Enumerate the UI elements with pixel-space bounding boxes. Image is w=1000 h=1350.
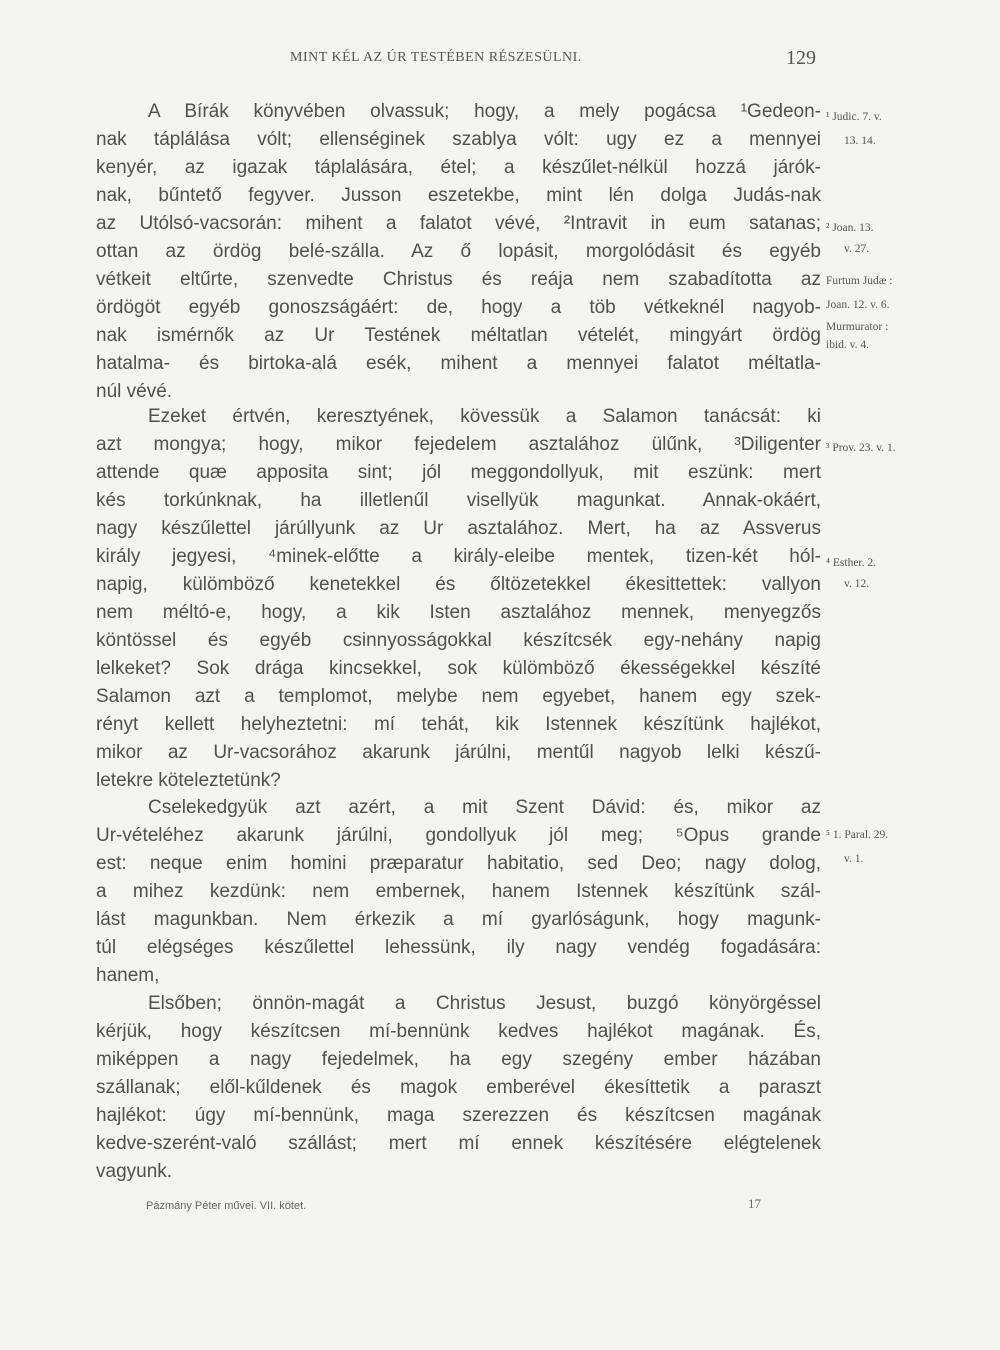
margin-note: ¹ Judic. 7. v.	[826, 111, 882, 123]
margin-note: Furtum Judæ :	[826, 275, 893, 287]
text-line: túl elégséges készűlettel lehessünk, ily nagy vendég fogadására:	[96, 937, 821, 958]
page-number: 129	[786, 47, 816, 69]
text-line: lelkeket? Sok drága kincsekkel, sok külömböző ékességekkel készíté	[96, 658, 821, 679]
margin-note: ⁵ 1. Paral. 29.	[826, 829, 889, 841]
text-line: szállanak; elől-kűldenek és magok emberével ékesíttetik a paraszt	[96, 1077, 821, 1098]
text-line: est: neque enim homini præparatur habitatio, sed Deo; nagy dolog,	[96, 853, 821, 874]
margin-note: ² Joan. 13.	[826, 222, 874, 234]
text-line: nak táplálása vólt; ellenséginek szablya vólt: ugy ez a mennyei	[96, 129, 821, 150]
text-line: napig, külömböző kenetekkel és őltözetekkel ékesittettek: vallyon	[96, 574, 821, 595]
margin-note: ³ Prov. 23. v. 1.	[826, 442, 896, 454]
text-line: Ezeket értvén, keresztyének, kövessük a Salamon tanácsát: ki	[148, 406, 821, 427]
text-line: nak ismérnők az Ur Testének méltatlan vételét, mingyárt ördög	[96, 325, 821, 346]
text-line: Ur-vételéhez akarunk járúlni, gondollyuk jól meg; ⁵Opus grande	[96, 825, 821, 846]
margin-note: v. 1.	[844, 853, 864, 865]
text-line: letekre köteleztetünk?	[96, 770, 281, 791]
text-line: kenyér, az igazak táplalására, étel; a készűlet-nélkül hozzá járók-	[96, 157, 821, 178]
margin-note: ⁴ Esther. 2.	[826, 557, 877, 569]
text-line: A Bírák könyvében olvassuk; hogy, a mely pogácsa ¹Gedeon-	[148, 101, 821, 122]
text-line: hatalma- és birtoka-alá esék, mihent a mennyei falatot méltatla-	[96, 353, 821, 374]
text-line: nak, bűntető fegyver. Jusson eszetekbe, mint lén dolga Judás-nak	[96, 185, 821, 206]
text-line: Cselekedgyük azt azért, a mit Szent Dávid: és, mikor az	[148, 797, 821, 818]
text-line: azt mongya; hogy, mikor fejedelem asztalához ülűnk, ³Diligenter	[96, 434, 821, 455]
text-line: király jegyesi, ⁴minek-előtte a király-eleibe mentek, tizen-két hól-	[96, 546, 821, 567]
footer-signature: 17	[748, 1196, 761, 1211]
text-line: nagy készűlettel járúllyunk az Ur asztalához. Mert, ha az Assverus	[96, 518, 821, 539]
text-line: núl vévé.	[96, 381, 173, 402]
text-line: kérjük, hogy készítcsen mí-bennünk kedves hajlékot magának. És,	[96, 1021, 821, 1042]
text-line: attende quæ apposita sint; jól meggondollyuk, mit eszünk: mert	[96, 462, 821, 483]
text-line: kedve-szerént-való szállást; mert mí ennek készítésére elégtelenek	[96, 1133, 821, 1154]
text-line: Salamon azt a templomot, melybe nem egyebet, hanem egy szek-	[96, 686, 821, 707]
text-line: az Utólsó-vacsorán: mihent a falatot vévé, ²Intravit in eum satanas;	[96, 213, 821, 234]
margin-note: Murmurator :	[826, 321, 889, 333]
text-line: Elsőben; önnön-magát a Christus Jesust, buzgó könyörgéssel	[148, 993, 821, 1014]
margin-note: ibid. v. 4.	[826, 339, 870, 351]
text-line: a mihez kezdünk: nem embernek, hanem Istennek készítünk szál-	[96, 881, 821, 902]
running-head: MINT KÉL AZ ÚR TESTÉBEN RÉSZESÜLNI.	[290, 50, 582, 65]
text-line: hajlékot: úgy mí-bennünk, maga szerezzen és készítcsen magának	[96, 1105, 821, 1126]
margin-note: Joan. 12. v. 6.	[826, 299, 890, 311]
footer-imprint: Pázmány Péter művei. VII. kötet.	[146, 1200, 307, 1212]
margin-note: v. 12.	[844, 578, 870, 590]
margin-note: 13. 14.	[844, 135, 876, 147]
text-line: rényt kellett helyheztetni: mí tehát, kik Istennek készítünk hajlékot,	[96, 714, 821, 735]
text-line: ottan az ördög belé-szálla. Az ő lopásit, morgolódásit és egyéb	[96, 241, 821, 262]
text-line: nem méltó-e, hogy, a kik Isten asztalához mennek, menyegzős	[96, 602, 821, 623]
text-line: hanem,	[96, 965, 160, 986]
text-line: mikor az Ur-vacsorához akarunk járúlni, mentűl nagyob lelki készű-	[96, 742, 821, 763]
text-line: ördögöt egyéb gonoszságáért: de, hogy a töb vétkeknél nagyob-	[96, 297, 821, 318]
text-line: miképpen a nagy fejedelmek, ha egy szegény ember házában	[96, 1049, 821, 1070]
text-line: kés torkúnknak, ha illetlenűl visellyük magunkat. Annak-okáért,	[96, 490, 821, 511]
text-line: vagyunk.	[96, 1161, 173, 1182]
text-line: köntössel és egyéb csinnyosságokkal készítcsék egy-nehány napig	[96, 630, 821, 651]
margin-note: v. 27.	[844, 243, 870, 255]
text-line: lást magunkban. Nem érkezik a mí gyarlóságunk, hogy magunk-	[96, 909, 821, 930]
text-line: vétkeit eltűrte, szenvedte Christus és reája nem szabadította az	[96, 269, 821, 290]
